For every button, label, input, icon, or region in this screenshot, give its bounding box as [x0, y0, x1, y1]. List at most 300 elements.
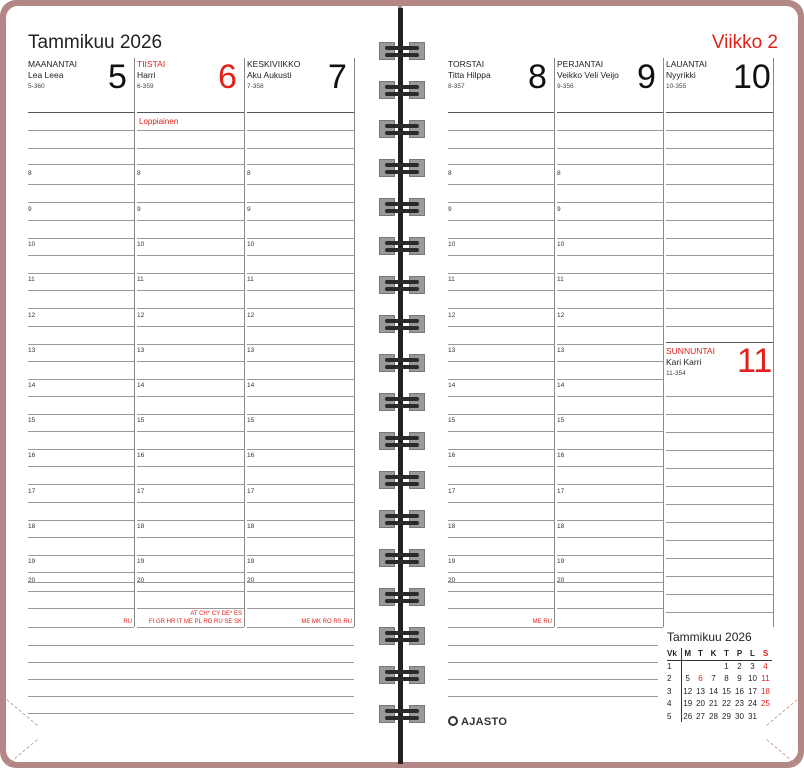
- ring-wire: [385, 124, 419, 128]
- ruled-line: [557, 431, 663, 432]
- ruled-line: [247, 308, 354, 309]
- ruled-line: [557, 130, 663, 131]
- hour-label: 19: [557, 558, 565, 565]
- ring-wire: [385, 638, 419, 642]
- notes-line: [448, 645, 658, 646]
- ruled-line: [137, 431, 244, 432]
- hour-label: 14: [137, 382, 145, 389]
- notes-line: [28, 696, 354, 697]
- ring-hole: [379, 432, 395, 450]
- day-weekday: SUNNUNTAI: [666, 346, 715, 356]
- mini-calendar-date: 13: [696, 686, 705, 696]
- ruled-line: [137, 608, 244, 609]
- ruled-line: [28, 202, 134, 203]
- day-number: 6: [218, 58, 237, 96]
- name-day-names: Nyyrikki: [666, 70, 696, 80]
- ring-hole: [379, 471, 395, 489]
- hour-label: 12: [137, 312, 145, 319]
- ruled-line: [448, 396, 554, 397]
- ring-hole: [409, 159, 425, 177]
- ruled-line: [448, 431, 554, 432]
- ruled-line: [28, 484, 134, 485]
- name-day-names: Titta Hilppa: [448, 70, 491, 80]
- ruled-line: [557, 220, 663, 221]
- ruled-line: [28, 184, 134, 185]
- hour-label: 11: [247, 276, 254, 283]
- ring-wire: [385, 46, 419, 50]
- hour-label: 18: [137, 523, 145, 530]
- spiral-binding: [379, 42, 425, 732]
- ruled-line: [557, 449, 663, 450]
- column-divider: [554, 58, 555, 627]
- week-title: Viikko 2: [711, 32, 778, 53]
- ruled-line: [137, 164, 244, 165]
- ruled-line: [666, 540, 773, 541]
- ruled-line: [448, 502, 554, 503]
- ruled-line: [28, 431, 134, 432]
- mini-calendar-header: P: [733, 648, 746, 660]
- ring-wire: [385, 248, 419, 252]
- name-day-names: Veikko Veli Veijo: [557, 70, 619, 80]
- hour-label: 9: [247, 206, 251, 213]
- notes-line: [448, 696, 658, 697]
- ring-hole: [379, 315, 395, 333]
- mini-calendar-date: 18: [761, 686, 770, 696]
- spiral-ring: [379, 510, 425, 528]
- ring-wire: [385, 599, 419, 603]
- ruled-line: [557, 238, 663, 239]
- mini-calendar-header: S: [759, 648, 772, 660]
- mini-calendar-date: 5: [685, 674, 690, 684]
- ruled-line: [247, 484, 354, 485]
- ruled-line: [666, 450, 773, 451]
- ruled-line: [247, 449, 354, 450]
- ruled-line: [137, 396, 244, 397]
- day-of-year: 9-356: [557, 83, 574, 90]
- ruled-line: [137, 308, 244, 309]
- ruled-line: [137, 361, 244, 362]
- hour-label: 17: [247, 488, 255, 495]
- brand-logo: [448, 716, 507, 728]
- ruled-line: [137, 290, 244, 291]
- ruled-line: [247, 608, 354, 609]
- day-of-year: 6-359: [137, 83, 154, 90]
- ruled-line: [448, 414, 554, 415]
- mini-calendar-date: 8: [724, 674, 729, 684]
- hour-label: 20: [448, 577, 456, 584]
- ruled-line: [557, 164, 663, 165]
- column-divider: [354, 58, 355, 627]
- ring-wire: [385, 404, 419, 408]
- mini-calendar-date: 25: [761, 699, 770, 709]
- mini-calendar-header: L: [746, 648, 759, 660]
- hour-label: 19: [247, 558, 255, 565]
- spiral-ring: [379, 237, 425, 255]
- ruled-line: [28, 537, 134, 538]
- ruled-line: [28, 396, 134, 397]
- mini-calendar-week: [667, 660, 772, 672]
- mini-calendar-date: 19: [683, 699, 693, 709]
- mini-calendar-date: 1: [724, 662, 729, 672]
- ruled-line: [557, 308, 663, 309]
- mini-calendar-header: T: [720, 648, 733, 660]
- hour-label: 13: [137, 347, 145, 354]
- ruled-line: [247, 502, 354, 503]
- ruled-line: [137, 238, 244, 239]
- ring-hole: [379, 237, 395, 255]
- mini-calendar-date: 31: [748, 711, 757, 721]
- ruled-line: [666, 522, 773, 523]
- ruled-line: [137, 220, 244, 221]
- ring-hole: [409, 81, 425, 99]
- ruled-line: [448, 344, 554, 345]
- ring-hole: [409, 276, 425, 294]
- ruled-line: [557, 148, 663, 149]
- ruled-line: [666, 202, 773, 203]
- hour-label: 8: [28, 170, 32, 177]
- ruled-line: [28, 361, 134, 362]
- sunday-header: [666, 346, 715, 377]
- mini-calendar-date: 24: [748, 699, 757, 709]
- hour-label: 18: [448, 523, 456, 530]
- ruled-line: [557, 344, 663, 345]
- spiral-ring: [379, 276, 425, 294]
- mini-calendar-date: 23: [735, 699, 744, 709]
- day-weekday: TIISTAI: [137, 59, 166, 69]
- ruled-line: [448, 591, 554, 592]
- ring-hole: [379, 198, 395, 216]
- ring-wire: [385, 443, 419, 447]
- ruled-line: [666, 326, 773, 327]
- hour-label: 9: [448, 206, 452, 213]
- ruled-line: [28, 290, 134, 291]
- ruled-line: [557, 112, 663, 113]
- mini-calendar-date: 15: [722, 686, 731, 696]
- ruled-line: [137, 255, 244, 256]
- ruled-line: [448, 361, 554, 362]
- ruled-line: [247, 572, 354, 573]
- ruled-line: [137, 273, 244, 274]
- ruled-line: [137, 130, 244, 131]
- mini-calendar-date: 6: [698, 674, 703, 684]
- ruled-line: [28, 414, 134, 415]
- hour-label: 10: [448, 241, 456, 248]
- mini-calendar-date: 20: [696, 699, 705, 709]
- ring-wire: [385, 163, 419, 167]
- notes-line: [28, 662, 354, 663]
- hour-label: 19: [448, 558, 456, 565]
- hour-label: 15: [28, 417, 36, 424]
- ruled-line: [666, 468, 773, 469]
- mini-calendar-week: [667, 673, 772, 685]
- page-title: Tammikuu 2026: [28, 32, 163, 53]
- ring-wire: [385, 365, 419, 369]
- mini-calendar-date: 28: [709, 711, 718, 721]
- ruled-line: [557, 379, 663, 380]
- ruled-line: [666, 432, 773, 433]
- mini-calendar-week-number: 3: [667, 685, 681, 697]
- ruled-line: [137, 466, 244, 467]
- ruled-line: [448, 466, 554, 467]
- ring-wire: [385, 92, 419, 96]
- ruled-line: [247, 520, 354, 521]
- spiral-ring: [379, 198, 425, 216]
- hour-label: 12: [247, 312, 255, 319]
- ruled-line: [247, 396, 354, 397]
- ruled-line: [247, 414, 354, 415]
- ruled-line: [247, 148, 354, 149]
- spiral-ring: [379, 315, 425, 333]
- ruled-line: [666, 112, 773, 113]
- ruled-line: [28, 379, 134, 380]
- left-page: [6, 6, 398, 762]
- ruled-line: [247, 220, 354, 221]
- ruled-line: [28, 308, 134, 309]
- ruled-line: [28, 582, 134, 583]
- mini-calendar-header: K: [707, 648, 720, 660]
- hour-label: 20: [137, 577, 145, 584]
- mini-calendar-date: [694, 660, 707, 672]
- ruled-line: [137, 202, 244, 203]
- ruled-line: [557, 502, 663, 503]
- day-of-year: 11-354: [666, 370, 686, 377]
- ruled-line: [247, 326, 354, 327]
- ring-wire: [385, 677, 419, 681]
- mini-calendar-date: 29: [722, 711, 731, 721]
- ruled-line: [247, 202, 354, 203]
- hour-label: 18: [28, 523, 36, 530]
- ruled-line: [137, 148, 244, 149]
- ring-hole: [379, 393, 395, 411]
- holiday-name: Loppiainen: [139, 117, 179, 126]
- ruled-line: [666, 238, 773, 239]
- ring-wire: [385, 319, 419, 323]
- hour-label: 12: [448, 312, 456, 319]
- ring-wire: [385, 397, 419, 401]
- mini-calendar-week-number: 2: [667, 673, 681, 685]
- ruled-line: [557, 466, 663, 467]
- hour-label: 8: [557, 170, 561, 177]
- national-flag-days: ME RU: [532, 619, 552, 625]
- ring-wire: [385, 521, 419, 525]
- name-day-names: Harri: [137, 70, 156, 80]
- ruled-line: [137, 627, 244, 628]
- ruled-line: [28, 238, 134, 239]
- ruled-line: [247, 238, 354, 239]
- ruled-line: [666, 504, 773, 505]
- notes-line: [448, 679, 658, 680]
- hour-label: 9: [28, 206, 32, 213]
- ring-hole: [379, 42, 395, 60]
- day-number: 9: [637, 58, 656, 96]
- ruled-line: [28, 148, 134, 149]
- ruled-line: [448, 627, 554, 628]
- ruled-line: [247, 627, 354, 628]
- spiral-ring: [379, 120, 425, 138]
- hour-label: 16: [28, 452, 36, 459]
- hour-label: 12: [28, 312, 36, 319]
- name-day-names: Kari Karri: [666, 357, 702, 367]
- hour-label: 14: [247, 382, 255, 389]
- hour-label: 15: [448, 417, 456, 424]
- hour-label: 11: [557, 276, 564, 283]
- ruled-line: [448, 148, 554, 149]
- ruled-line: [557, 555, 663, 556]
- ruled-line: [448, 255, 554, 256]
- ruled-line: [557, 202, 663, 203]
- ruled-line: [28, 608, 134, 609]
- ruled-line: [247, 344, 354, 345]
- hour-label: 16: [247, 452, 255, 459]
- ruled-line: [247, 431, 354, 432]
- ruled-line: [448, 484, 554, 485]
- hour-label: 11: [448, 276, 455, 283]
- ruled-line: [448, 202, 554, 203]
- hour-label: 8: [247, 170, 251, 177]
- ruled-line: [666, 414, 773, 415]
- ruled-line: [666, 558, 773, 559]
- hour-label: 8: [448, 170, 452, 177]
- ruled-line: [137, 484, 244, 485]
- mini-calendar-header: Vk: [667, 648, 681, 660]
- day-number: 11: [737, 342, 773, 380]
- ruled-line: [137, 591, 244, 592]
- ruled-line: [448, 130, 554, 131]
- hour-label: 19: [137, 558, 145, 565]
- spiral-ring: [379, 588, 425, 606]
- ruled-line: [448, 238, 554, 239]
- hour-label: 14: [448, 382, 456, 389]
- ruled-line: [247, 130, 354, 131]
- ruled-line: [448, 582, 554, 583]
- ruled-line: [666, 273, 773, 274]
- day-weekday: LAUANTAI: [666, 59, 707, 69]
- ring-hole: [409, 42, 425, 60]
- ring-wire: [385, 670, 419, 674]
- ruled-line: [666, 486, 773, 487]
- ruled-line: [666, 612, 773, 613]
- ring-wire: [385, 436, 419, 440]
- ruled-line: [28, 112, 134, 113]
- ring-hole: [379, 705, 395, 723]
- day-number: 8: [528, 58, 547, 96]
- ring-wire: [385, 280, 419, 284]
- ring-hole: [409, 510, 425, 528]
- hour-label: 20: [247, 577, 255, 584]
- ring-wire: [385, 202, 419, 206]
- hour-label: 13: [448, 347, 456, 354]
- day-of-year: 8-357: [448, 83, 465, 90]
- ruled-line: [28, 466, 134, 467]
- mini-calendar-date: 3: [750, 662, 755, 672]
- day-of-year: 5-360: [28, 83, 45, 90]
- notes-line: [28, 679, 354, 680]
- ring-wire: [385, 170, 419, 174]
- ruled-line: [28, 255, 134, 256]
- ruled-line: [448, 572, 554, 573]
- mini-calendar-header: T: [694, 648, 707, 660]
- ruled-line: [557, 582, 663, 583]
- ruled-line: [247, 466, 354, 467]
- ruled-line: [247, 537, 354, 538]
- ruled-line: [137, 414, 244, 415]
- name-day-names: Aku Aukusti: [247, 70, 292, 80]
- ring-hole: [409, 354, 425, 372]
- ruled-line: [137, 520, 244, 521]
- mini-calendar-date: 30: [735, 711, 744, 721]
- notes-line: [448, 662, 658, 663]
- ruled-line: [137, 555, 244, 556]
- mini-calendar-week-number: 1: [667, 660, 681, 672]
- ruled-line: [448, 520, 554, 521]
- ruled-line: [28, 220, 134, 221]
- ring-hole: [379, 666, 395, 684]
- mini-calendar-date: 11: [761, 674, 770, 684]
- mini-calendar-date: 7: [711, 674, 716, 684]
- ruled-line: [448, 379, 554, 380]
- ruled-line: [666, 148, 773, 149]
- ring-wire: [385, 553, 419, 557]
- ruled-line: [28, 520, 134, 521]
- mini-calendar-date: 10: [748, 674, 757, 684]
- column-divider: [244, 58, 245, 627]
- hour-label: 18: [557, 523, 565, 530]
- spiral-ring: [379, 471, 425, 489]
- ruled-line: [448, 326, 554, 327]
- ruled-line: [28, 572, 134, 573]
- ruled-line: [448, 555, 554, 556]
- hour-label: 11: [137, 276, 144, 283]
- ring-wire: [385, 475, 419, 479]
- ruled-line: [448, 308, 554, 309]
- ruled-line: [28, 130, 134, 131]
- mini-calendar-week: [667, 710, 772, 722]
- ring-wire: [385, 131, 419, 135]
- ring-wire: [385, 560, 419, 564]
- hour-label: 9: [557, 206, 561, 213]
- day-of-year: 10-355: [666, 83, 687, 90]
- ruled-line: [247, 164, 354, 165]
- hour-label: 10: [247, 241, 255, 248]
- ruled-line: [247, 273, 354, 274]
- ring-wire: [385, 592, 419, 596]
- ring-wire: [385, 53, 419, 57]
- ruled-line: [557, 184, 663, 185]
- ring-hole: [409, 666, 425, 684]
- hour-label: 13: [28, 347, 36, 354]
- mini-calendar-date: 4: [763, 662, 768, 672]
- ruled-line: [448, 290, 554, 291]
- ruled-line: [448, 608, 554, 609]
- ruled-line: [666, 308, 773, 309]
- mini-calendar-date: [681, 660, 694, 672]
- ruled-line: [247, 255, 354, 256]
- hour-label: 17: [448, 488, 456, 495]
- mini-calendar-date: 17: [748, 686, 757, 696]
- ruled-line: [137, 502, 244, 503]
- spiral-ring: [379, 159, 425, 177]
- ruled-line: [247, 184, 354, 185]
- ruled-line: [448, 537, 554, 538]
- hour-label: 11: [28, 276, 35, 283]
- ruled-line: [247, 591, 354, 592]
- hour-label: 13: [247, 347, 255, 354]
- ruled-line: [557, 273, 663, 274]
- ruled-line: [28, 502, 134, 503]
- national-flag-days: RU: [123, 619, 132, 625]
- ruled-line: [557, 290, 663, 291]
- ruled-line: [28, 344, 134, 345]
